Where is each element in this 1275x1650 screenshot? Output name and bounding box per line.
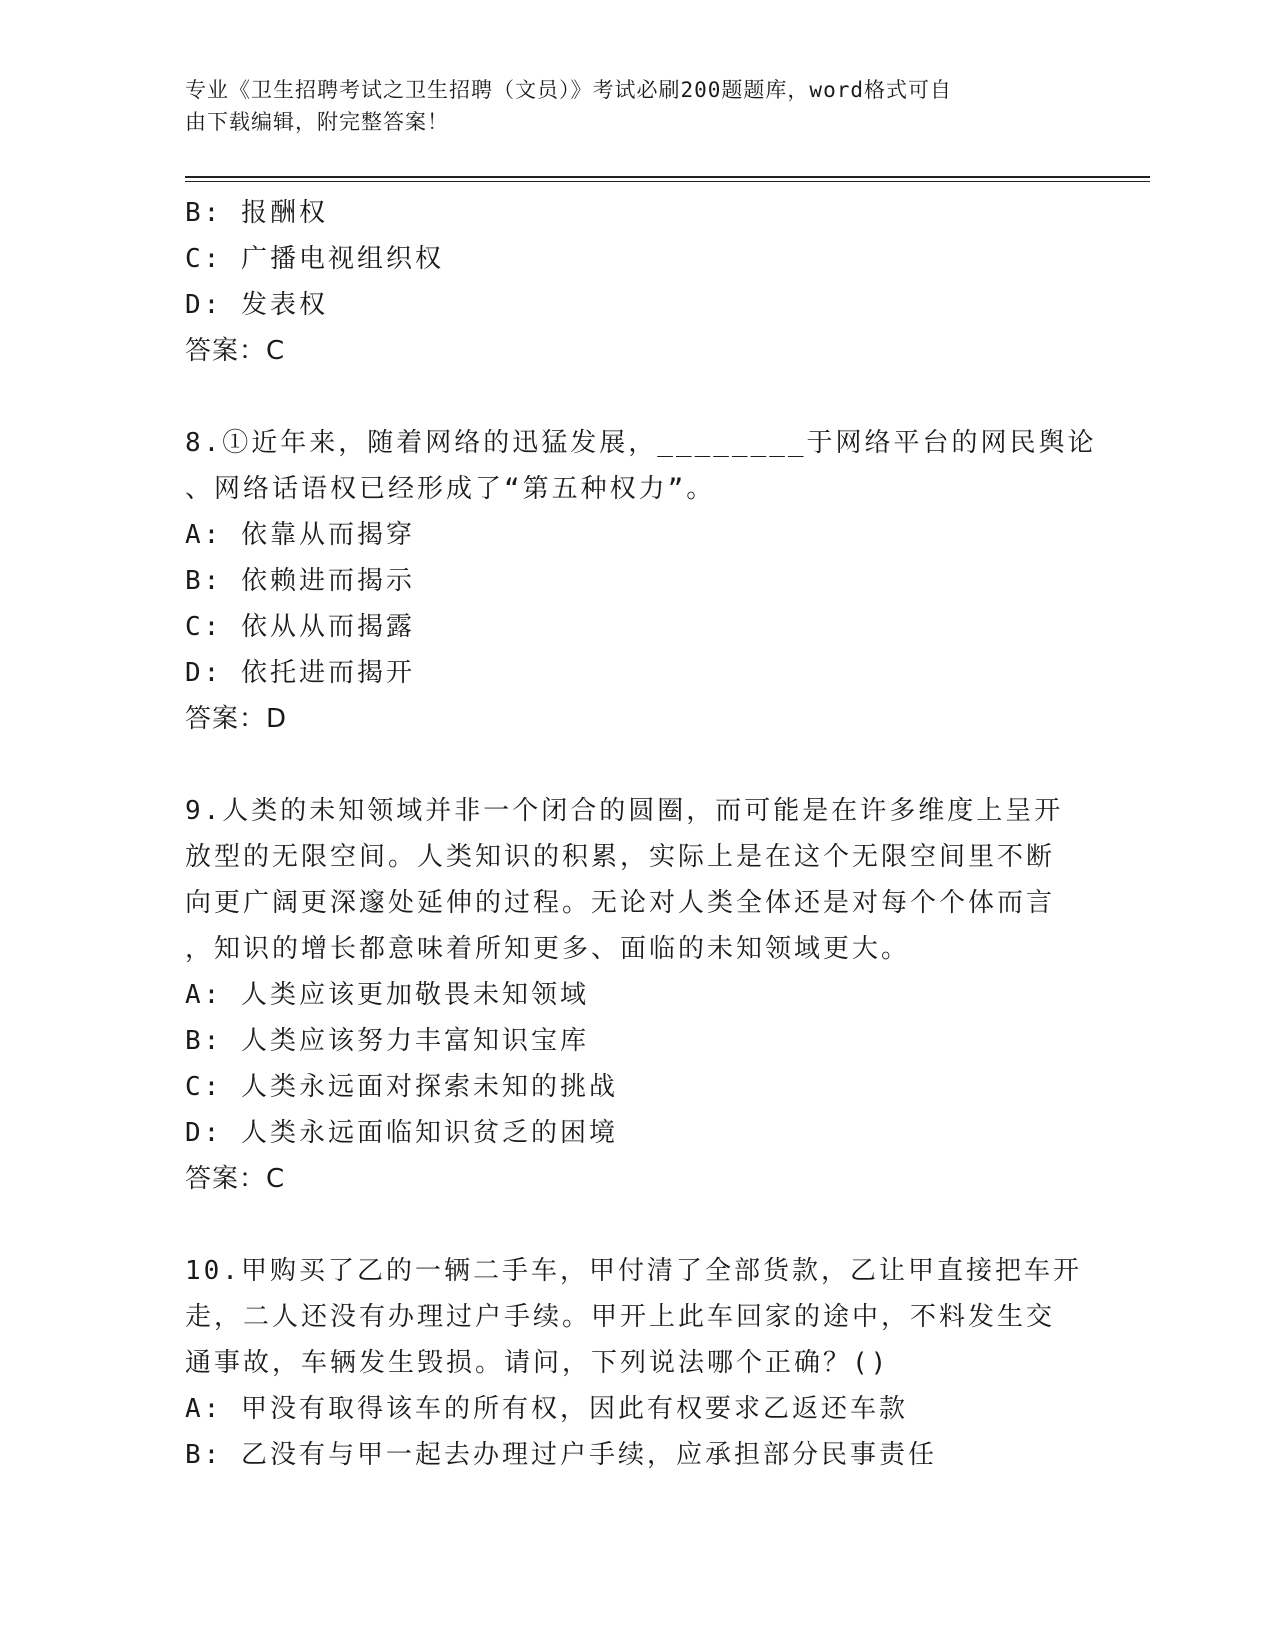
option-a: A: 甲没有取得该车的所有权，因此有权要求乙返还车款 xyxy=(185,1394,908,1424)
option-c: C: 广播电视组织权 xyxy=(185,244,444,274)
header-rule-thick xyxy=(185,176,1150,178)
question-7-continued xyxy=(185,190,1085,374)
question-text-line: 走，二人还没有办理过户手续。甲开上此车回家的途中，不料发生交 xyxy=(185,1302,1056,1332)
document-header xyxy=(185,74,1065,138)
option-b: B: 人类应该努力丰富知识宝库 xyxy=(185,1026,589,1056)
option-a: A: 依靠从而揭穿 xyxy=(185,520,415,550)
document-body xyxy=(185,190,1097,1478)
header-rule-thin xyxy=(185,181,1150,182)
answer: 答案：C xyxy=(185,1164,286,1194)
option-b: B: 乙没有与甲一起去办理过户手续，应承担部分民事责任 xyxy=(185,1440,937,1470)
question-text-line: 通事故，车辆发生毁损。请问，下列说法哪个正确？() xyxy=(185,1348,890,1378)
question-text-line: 放型的无限空间。人类知识的积累，实际上是在这个无限空间里不断 xyxy=(185,842,1056,872)
header-line-2: 由下载编辑，附完整答案！ xyxy=(185,110,449,134)
question-text-line: ，知识的增长都意味着所知更多、面临的未知领域更大。 xyxy=(185,934,911,964)
option-b: B: 报酬权 xyxy=(185,198,328,228)
question-text-line: 9.人类的未知领域并非一个闭合的圆圈，而可能是在许多维度上呈开 xyxy=(185,796,1064,826)
question-9 xyxy=(185,788,1085,1202)
question-10 xyxy=(185,1248,1085,1478)
header-line-1: 专业《卫生招聘考试之卫生招聘（文员）》考试必刷200题题库，word格式可自 xyxy=(185,78,952,102)
option-b: B: 依赖进而揭示 xyxy=(185,566,415,596)
answer: 答案：C xyxy=(185,336,286,366)
option-d: D: 人类永远面临知识贫乏的困境 xyxy=(185,1118,618,1148)
question-text-line: 、网络话语权已经形成了“第五种权力”。 xyxy=(185,474,716,504)
option-c: C: 人类永远面对探索未知的挑战 xyxy=(185,1072,618,1102)
question-text-line: 8.①近年来，随着网络的迅猛发展，________于网络平台的网民舆论 xyxy=(185,428,1097,458)
option-d: D: 发表权 xyxy=(185,290,328,320)
option-c: C: 依从从而揭露 xyxy=(185,612,415,642)
question-text-line: 向更广阔更深邃处延伸的过程。无论对人类全体还是对每个个体而言 xyxy=(185,888,1056,918)
question-text-line: 10.甲购买了乙的一辆二手车，甲付清了全部货款，乙让甲直接把车开 xyxy=(185,1256,1082,1286)
option-d: D: 依托进而揭开 xyxy=(185,658,415,688)
answer: 答案：D xyxy=(185,704,288,734)
option-a: A: 人类应该更加敬畏未知领域 xyxy=(185,980,589,1010)
question-8 xyxy=(185,420,1097,742)
